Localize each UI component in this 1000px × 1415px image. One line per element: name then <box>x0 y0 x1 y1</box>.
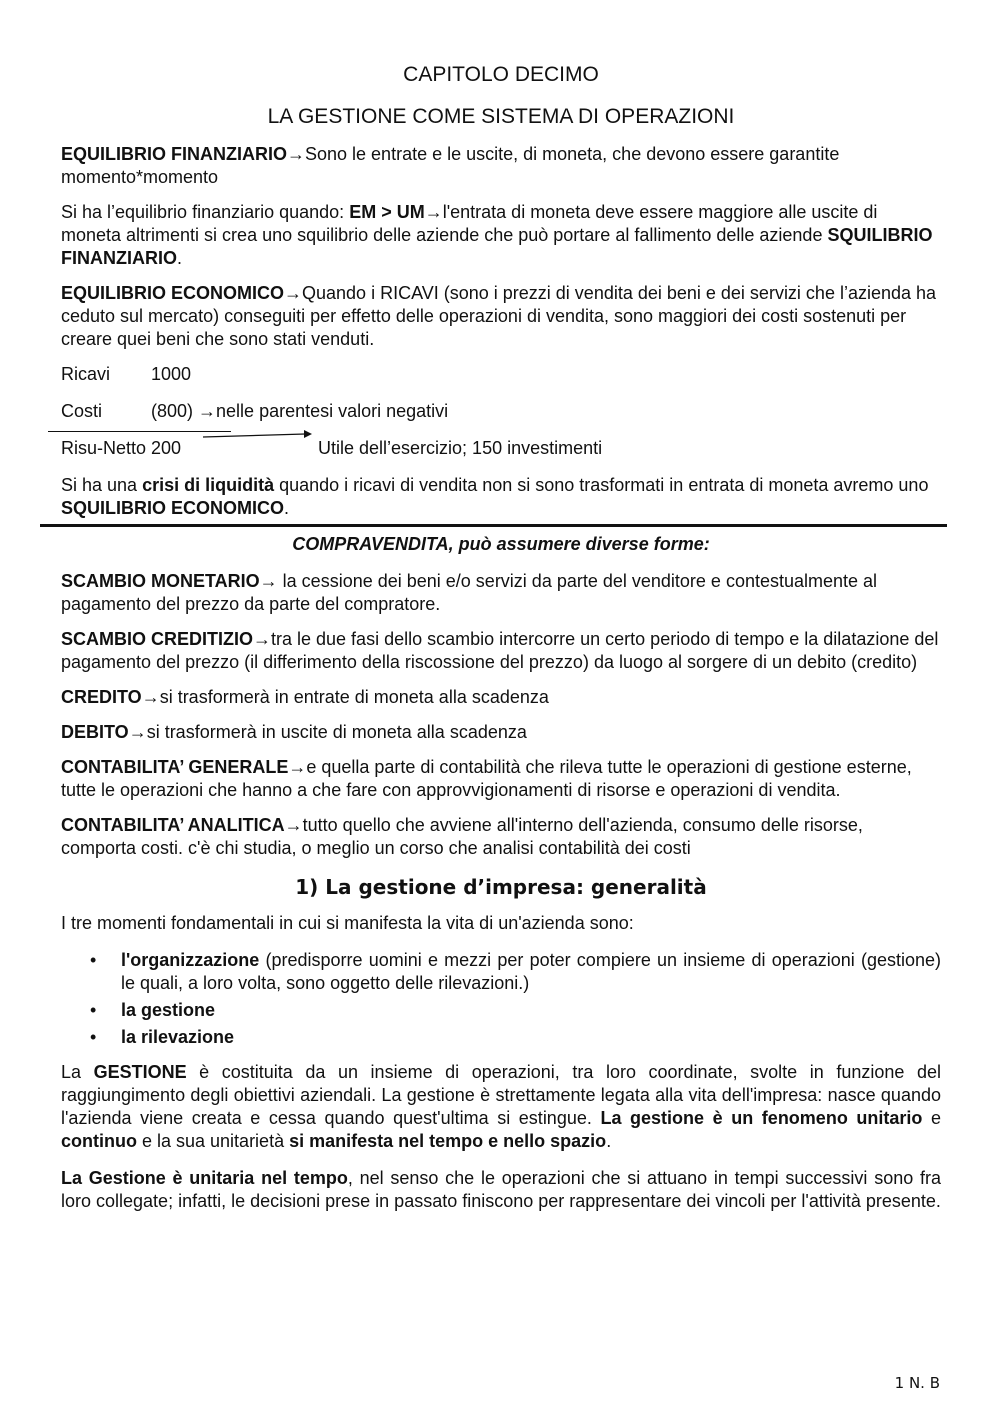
calc-row-ricavi <box>61 363 941 386</box>
definition: Quando i RICAVI (sono i prezzi di vendita dei beni e dei servizi che l’azienda ha ceduto sul mercato) conseguiti per effetto delle operazioni di vendita, sono maggiori dei costi sostenuti per creare quei beni che sono stati venduti. <box>61 283 937 349</box>
arrow-icon: → <box>287 144 305 164</box>
arrow-icon: → <box>253 629 271 649</box>
arrow-icon: → <box>284 815 303 835</box>
calc-value: 1000 <box>151 364 192 384</box>
text: quando i ricavi di vendita non si sono trasformati in entrata di moneta avremo uno <box>274 475 929 495</box>
section-subheading: COMPRAVENDITA, può assumere diverse forme: <box>292 534 710 554</box>
arrow-icon: → <box>128 722 147 742</box>
term: La Gestione è unitaria nel tempo <box>61 1168 348 1188</box>
definition: la cessione dei beni e/o servizi da parte del venditore e contestualmente al pagamento del prezzo da parte del compratore. <box>61 571 878 614</box>
chapter-subtitle: LA GESTIONE COME SISTEMA DI OPERAZIONI <box>267 105 735 128</box>
term: l'organizzazione <box>121 950 260 970</box>
term: la rilevazione <box>121 1027 235 1047</box>
text: Si ha l’equilibrio finanziario quando: <box>61 202 350 222</box>
term: CONTABILITA’ GENERALE <box>61 757 289 777</box>
paragraph-gestione <box>61 1061 941 1153</box>
text: e <box>922 1108 942 1128</box>
text: (800) <box>151 401 199 421</box>
page-number: 1 N. B <box>894 1374 940 1392</box>
definition: tutto quello che avviene all'interno dell'azienda, consumo delle risorse, comporta costi. c'è chi studia, o meglio un corso che analisi contabilità dei costi <box>61 815 863 858</box>
arrow-icon: → <box>284 283 303 303</box>
emphasis: continuo <box>61 1131 137 1151</box>
arrow-icon: → <box>141 687 160 707</box>
section-heading: 1) La gestione d’impresa: generalità <box>295 875 707 899</box>
text: e la sua unitarietà <box>136 1131 290 1151</box>
list-item <box>121 999 941 1022</box>
arrow-icon: → <box>424 202 443 222</box>
bullet-list <box>61 949 941 1049</box>
paragraph-debito <box>61 721 941 744</box>
paragraph-scambio-creditizio <box>61 628 941 674</box>
text: Si ha una <box>61 475 143 495</box>
paragraph-contabilita-generale <box>61 756 941 802</box>
long-arrow-icon <box>201 427 313 441</box>
paragraph-scambio-monetario <box>61 570 941 616</box>
emphasis: La gestione è un fenomeno unitario <box>600 1108 923 1128</box>
calc-value <box>151 400 448 423</box>
paragraph-equilibrio-finanziario <box>61 143 941 189</box>
paragraph-unitaria-tempo <box>61 1167 941 1213</box>
paragraph-contabilita-analitica <box>61 814 941 860</box>
term: EQUILIBRIO FINANZIARIO <box>61 144 287 164</box>
paragraph-crisi-liquidita <box>61 474 941 520</box>
document-page <box>61 60 941 1225</box>
calc-row-costi <box>61 400 941 423</box>
paragraph-equilibrio-economico <box>61 282 941 351</box>
term: SQUILIBRIO FINANZIARIO <box>61 225 933 268</box>
text: . <box>606 1131 612 1151</box>
text: l'entrata di moneta deve essere maggiore alle uscite di moneta altrimenti si crea uno squilibrio delle aziende che può portare al fallimento delle aziende <box>61 202 878 245</box>
term: GESTIONE <box>93 1062 187 1082</box>
term: SCAMBIO MONETARIO <box>61 571 260 591</box>
term: SCAMBIO CREDITIZIO <box>61 629 253 649</box>
section-divider <box>40 524 947 527</box>
definition: e quella parte di contabilità che rileva tutte le operazioni di gestione esterne, tutte le operazioni che hanno a che fare con approvvigionamenti di risorse e operazioni di vendita. <box>61 757 912 800</box>
definition: tra le due fasi dello scambio intercorre un certo periodo di tempo e la dilatazione del pagamento del prezzo (il differimento della riscossione del prezzo) da luogo al sorgere di un debito (credito) <box>61 629 939 672</box>
calc-label: Risu-Netto 200 <box>61 438 182 458</box>
term: EQUILIBRIO ECONOMICO <box>61 283 285 303</box>
arrow-icon: → <box>198 401 217 421</box>
text: è costituita da un insieme di operazioni, tra loro coordinate, svolte in funzione del raggiungimento degli obiettivi aziendali. La gestione è strettamente legata alla vita dell'impresa: nasce quando l'azienda viene creata e cessa quando quest'ultima si estingue. <box>61 1062 941 1128</box>
arrow-icon: → <box>259 571 278 591</box>
calc-row-netto <box>61 437 941 460</box>
paragraph-condizione-equilibrio <box>61 201 941 270</box>
term: SQUILIBRIO ECONOMICO <box>61 498 285 518</box>
text: . <box>284 498 290 518</box>
list-item <box>121 949 941 995</box>
calc-label: Ricavi <box>61 364 111 384</box>
definition: si trasformerà in entrate di moneta alla scadenza <box>159 687 549 707</box>
calc-note: Utile dell’esercizio; 150 investimenti <box>318 438 603 458</box>
arrow-icon: → <box>288 757 307 777</box>
term: crisi di liquidità <box>142 475 275 495</box>
definition: Sono le entrate e le uscite, di moneta, che devono essere garantite momento*momento <box>61 144 840 187</box>
text: nelle parentesi valori negativi <box>216 401 449 421</box>
calc-label: Costi <box>61 401 103 421</box>
paragraph-credito <box>61 686 941 709</box>
term: CREDITO <box>61 687 142 707</box>
text: (predisporre uomini e mezzi per poter compiere un insieme di operazioni (gestione) le quali, a loro volta, sono oggetto delle rilevazioni.) <box>121 950 941 993</box>
chapter-title: CAPITOLO DECIMO <box>403 63 599 86</box>
term: DEBITO <box>61 722 129 742</box>
paragraph-intro: I tre momenti fondamentali in cui si manifesta la vita di un'azienda sono: <box>61 913 634 933</box>
definition: si trasformerà in uscite di moneta alla scadenza <box>146 722 527 742</box>
list-item <box>121 1026 941 1049</box>
formula: EM > UM <box>349 202 425 222</box>
term: la gestione <box>121 1000 216 1020</box>
text: , nel senso che le operazioni che si attuano in tempi successivi sono fra loro collegate; infatti, le decisioni prese in passato finiscono per rappresentare dei vincoli per l'attività presente. <box>61 1168 941 1211</box>
text: . <box>177 248 183 268</box>
term: CONTABILITA’ ANALITICA <box>61 815 285 835</box>
text: La <box>61 1062 94 1082</box>
emphasis: si manifesta nel tempo e nello spazio <box>289 1131 607 1151</box>
